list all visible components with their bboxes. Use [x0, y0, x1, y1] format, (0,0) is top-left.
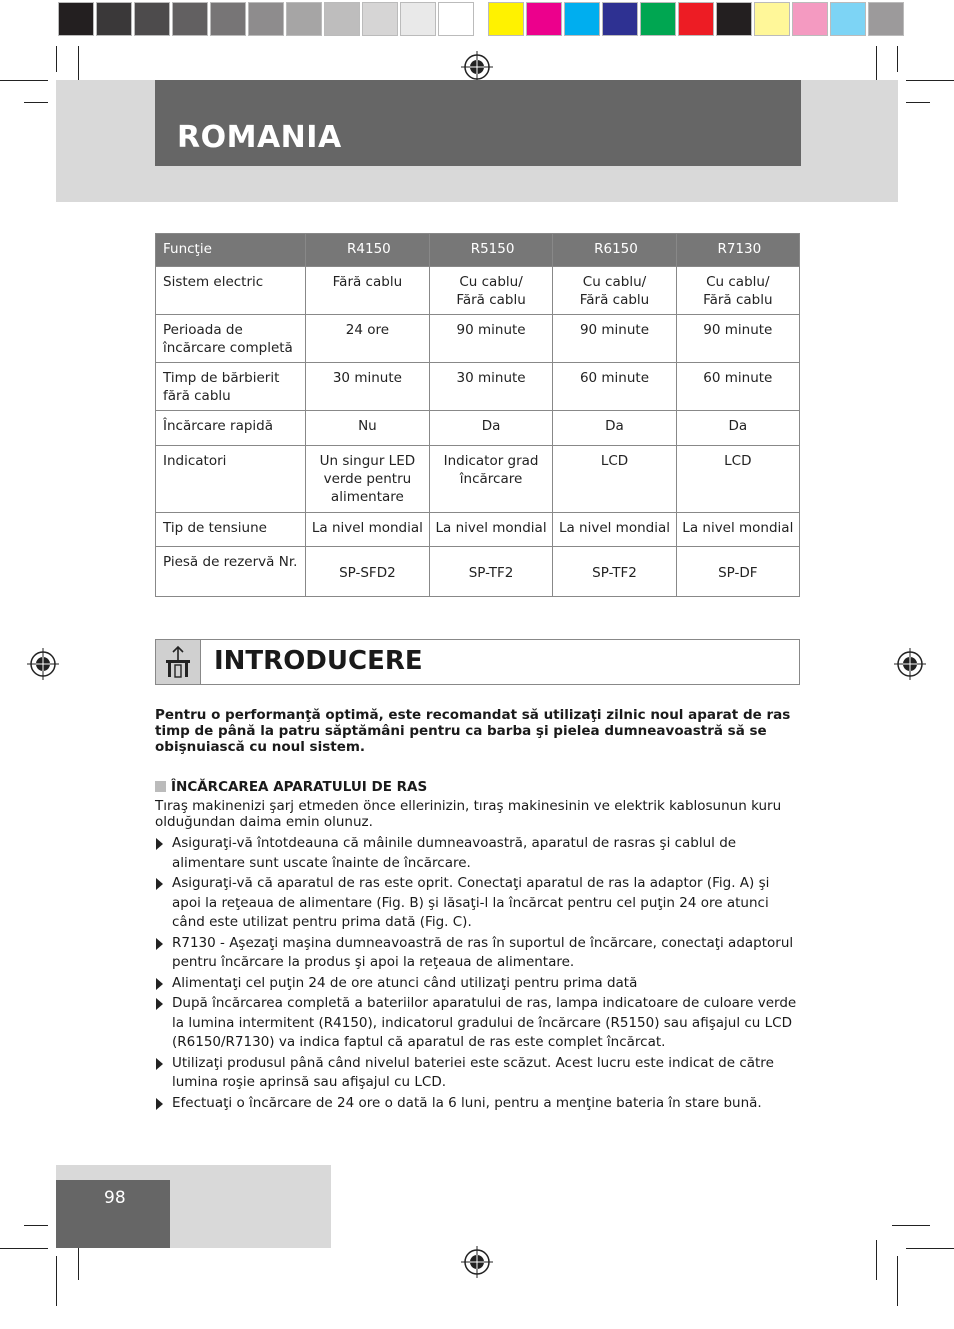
- page-number-box: [56, 1180, 170, 1248]
- table-row-label: Indicatori: [156, 446, 306, 513]
- table-cell: SP-TF2: [553, 547, 676, 597]
- table-cell: SP-TF2: [429, 547, 553, 597]
- subheading: [155, 779, 427, 795]
- crop-mark: [24, 102, 48, 103]
- crop-mark: [906, 1248, 954, 1249]
- subheading-text: ÎNCĂRCAREA APARATULUI DE RAS: [171, 779, 428, 795]
- table-row-label: Perioada de încărcare completă: [156, 315, 306, 363]
- list-item: Efectuaţi o încărcare de 24 ore o dată la 6 luni, pentru a menţine bateria în stare bună.: [155, 1094, 800, 1114]
- color-swatch: [362, 2, 398, 36]
- color-swatch: [134, 2, 170, 36]
- table-header-cell: R6150: [553, 234, 676, 267]
- table-cell: Un singur LED verde pentru alimentare: [305, 446, 429, 513]
- color-swatch: [792, 2, 828, 36]
- table-cell: LCD: [676, 446, 799, 513]
- registration-mark-right-icon: [894, 648, 926, 680]
- table-cell: 90 minute: [676, 315, 799, 363]
- page-title: ROMANIA: [177, 120, 342, 155]
- table-cell: 60 minute: [553, 363, 676, 411]
- registration-mark-bottom-icon: [461, 1246, 493, 1278]
- table-row: [156, 547, 800, 597]
- crop-mark: [897, 1256, 898, 1306]
- body-paragraph: Tıraş makinenizi şarj etmeden önce ellerinizin, tıraş makinesinin ve elektrik kablosunun kuru olduğundan daima emin olunuz.: [155, 798, 782, 830]
- color-swatch: [438, 2, 474, 36]
- color-swatch: [248, 2, 284, 36]
- color-swatch: [754, 2, 790, 36]
- list-item: Asiguraţi-vă că aparatul de ras este oprit. Conectaţi aparatul de ras la adaptor (Fig. A) şi apoi la reţeaua de alimentare (Fig. B) şi lăsaţi-l la încărcat pentru cel puţin 24 ore atunci când este utilizat pentru prima dată (Fig. C).: [155, 874, 800, 933]
- arrow-bullet-icon: [156, 838, 163, 850]
- table-row: [156, 513, 800, 547]
- color-swatch: [488, 2, 524, 36]
- table-cell: La nivel mondial: [305, 513, 429, 547]
- table-cell: La nivel mondial: [553, 513, 676, 547]
- instruction-list: [155, 834, 800, 1114]
- color-swatch: [96, 2, 132, 36]
- color-swatch: [830, 2, 866, 36]
- table-cell: Cu cablu/ Fără cablu: [429, 267, 553, 315]
- table-header-cell: R7130: [676, 234, 799, 267]
- color-swatch: [602, 2, 638, 36]
- section-title: INTRODUCERE: [214, 646, 423, 676]
- table-cell: LCD: [553, 446, 676, 513]
- registration-mark-top-icon: [461, 51, 493, 83]
- table-row: [156, 363, 800, 411]
- registration-mark-left-icon: [27, 648, 59, 680]
- country-title-bar: [155, 80, 801, 166]
- table-row-label: Timp de bărbierit fără cablu: [156, 363, 306, 411]
- table-cell: La nivel mondial: [676, 513, 799, 547]
- table-cell: Da: [429, 411, 553, 446]
- color-swatch: [210, 2, 246, 36]
- specification-table: [155, 233, 800, 597]
- crop-mark: [906, 80, 954, 81]
- table-header-cell: R4150: [305, 234, 429, 267]
- intro-paragraph: Pentru o performanţă optimă, este recomandat să utilizaţi zilnic noul aparat de ras timp de până la patru săptămâni pentru ca barba şi pielea dumneavoastră să se obişnuiască cu noul sistem.: [155, 707, 791, 755]
- crop-mark: [0, 80, 48, 81]
- color-swatch: [640, 2, 676, 36]
- page-number: 98: [104, 1188, 126, 1208]
- shaver-stand-icon: [156, 640, 201, 684]
- table-cell: 90 minute: [553, 315, 676, 363]
- table-row: [156, 446, 800, 513]
- color-swatch: [564, 2, 600, 36]
- table-row-label: Sistem electric: [156, 267, 306, 315]
- arrow-bullet-icon: [156, 998, 163, 1010]
- arrow-bullet-icon: [156, 1058, 163, 1070]
- table-cell: Fără cablu: [305, 267, 429, 315]
- table-row: [156, 267, 800, 315]
- table-cell: Indicator grad încărcare: [429, 446, 553, 513]
- color-swatch: [172, 2, 208, 36]
- list-item: Asiguraţi-vă întotdeauna că mâinile dumneavoastră, aparatul de rasras şi cablul de alimentare sunt uscate înainte de încărcare.: [155, 834, 800, 873]
- table-row-label: Încărcare rapidă: [156, 411, 306, 446]
- table-header-row: [156, 234, 800, 267]
- table-row: [156, 411, 800, 446]
- section-heading: [155, 639, 800, 685]
- arrow-bullet-icon: [156, 1098, 163, 1110]
- crop-mark: [906, 102, 930, 103]
- table-cell: Da: [553, 411, 676, 446]
- table-row: [156, 315, 800, 363]
- list-item: Alimentaţi cel puţin 24 de ore atunci când utilizaţi pentru prima dată: [155, 974, 800, 994]
- list-item: După încărcarea completă a bateriilor aparatului de ras, lampa indicatoare de culoare verde la lumina intermitent (R4150), indicatorul gradului de încărcare (R5150) sau afişajul cu LCD (R6150/R7130) va indica faptul că aparatul de ras este complet încărcat.: [155, 994, 800, 1053]
- table-cell: Cu cablu/ Fără cablu: [676, 267, 799, 315]
- table-cell: Da: [676, 411, 799, 446]
- table-row-label: Tip de tensiune: [156, 513, 306, 547]
- crop-mark: [24, 1225, 48, 1226]
- arrow-bullet-icon: [156, 878, 163, 890]
- color-swatch: [716, 2, 752, 36]
- table-cell: Cu cablu/ Fără cablu: [553, 267, 676, 315]
- crop-mark: [897, 46, 898, 72]
- color-swatch: [678, 2, 714, 36]
- table-row-label: Piesă de rezervă Nr.: [156, 547, 306, 597]
- table-header-cell: Funcţie: [156, 234, 306, 267]
- table-cell: Nu: [305, 411, 429, 446]
- bullet-square-icon: [155, 781, 166, 792]
- list-item: Utilizaţi produsul până când nivelul bateriei este scăzut. Acest lucru este indicat de către lumina roşie aprinsă sau afişajul cu LCD.: [155, 1054, 800, 1093]
- color-calibration-bar: [58, 2, 906, 38]
- color-swatch: [526, 2, 562, 36]
- table-cell: 60 minute: [676, 363, 799, 411]
- crop-mark: [0, 1248, 48, 1249]
- color-swatch: [400, 2, 436, 36]
- color-swatch: [286, 2, 322, 36]
- list-item: R7130 - Aşezaţi maşina dumneavoastră de ras în suportul de încărcare, conectaţi adaptorul pentru încărcare la produs şi apoi la reţeaua de alimentare.: [155, 934, 800, 973]
- table-cell: 30 minute: [429, 363, 553, 411]
- crop-mark: [56, 1256, 57, 1306]
- arrow-bullet-icon: [156, 978, 163, 990]
- table-cell: 90 minute: [429, 315, 553, 363]
- crop-mark: [56, 46, 57, 72]
- crop-mark: [892, 1225, 930, 1226]
- table-cell: La nivel mondial: [429, 513, 553, 547]
- table-header-cell: R5150: [429, 234, 553, 267]
- color-swatch: [324, 2, 360, 36]
- color-swatch: [58, 2, 94, 36]
- table-cell: 24 ore: [305, 315, 429, 363]
- color-swatch: [868, 2, 904, 36]
- table-cell: SP-SFD2: [305, 547, 429, 597]
- table-cell: 30 minute: [305, 363, 429, 411]
- arrow-bullet-icon: [156, 938, 163, 950]
- table-cell: SP-DF: [676, 547, 799, 597]
- crop-mark: [876, 1240, 877, 1280]
